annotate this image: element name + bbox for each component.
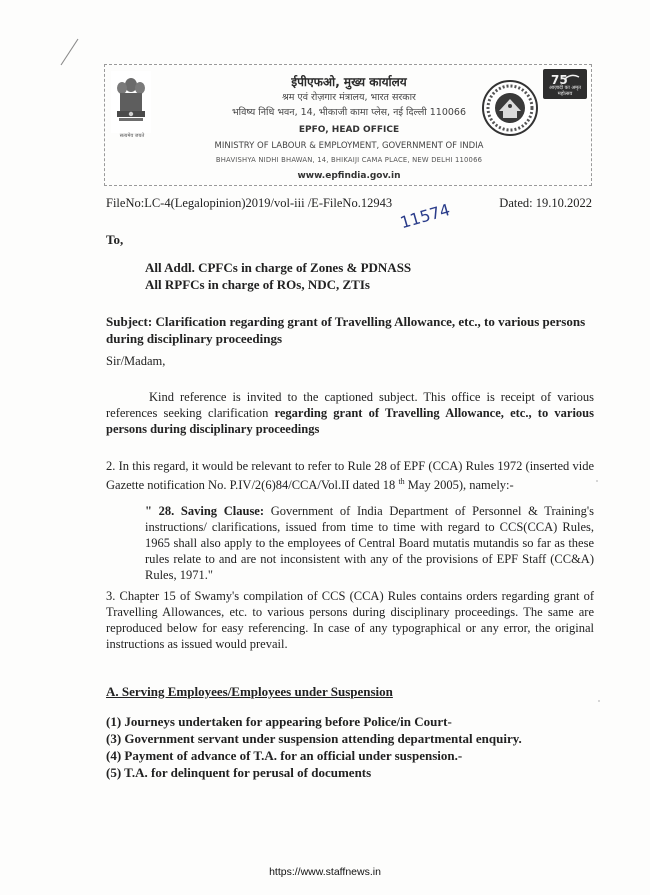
paragraph-1-text: Kind reference is invited to the captioned subject. This office is receipt of various references seeking clarification bbox=[106, 390, 594, 420]
saving-clause-heading: " 28. Saving Clause: bbox=[145, 504, 265, 518]
list-item: (5) T.A. for delinquent for perusal of documents bbox=[106, 765, 372, 780]
office-address: BHAVISHYA NIDHI BHAWAN, 14, BHIKAIJI CAMA PLACE, NEW DELHI 110066 bbox=[215, 156, 483, 164]
addressee-2: All RPFCs in charge of ROs, NDC, ZTIs bbox=[145, 277, 370, 292]
paragraph-2-text: 2. In this regard, it would be relevant to refer to Rule 28 of EPF (CCA) Rules 1972 (inserted vide Gazette notification No. P.IV/2(6)84/CCA/Vol.II dated 18 bbox=[106, 459, 594, 493]
website-link[interactable]: www.epfindia.gov.in bbox=[297, 171, 401, 181]
date: Dated: 19.10.2022 bbox=[499, 196, 592, 210]
footer-url[interactable]: https://www.staffnews.in bbox=[269, 866, 381, 878]
paragraph-1 bbox=[106, 389, 594, 437]
hindi-ministry: श्रम एवं रोज़गार मंत्रालय, भारत सरकार bbox=[282, 92, 416, 103]
paragraph-2-tail: May 2005), namely:- bbox=[407, 478, 514, 493]
paragraph-2 bbox=[106, 458, 594, 493]
office-title: EPFO, HEAD OFFICE bbox=[298, 125, 400, 135]
emblem-caption: सत्यमेव जयते bbox=[119, 133, 145, 139]
paragraph-1-bold: regarding grant of Travelling Allowance, etc., to various persons during disciplinary proceedings bbox=[106, 406, 595, 436]
svg-text:75: 75 bbox=[551, 73, 568, 87]
handwritten-number: 11574 bbox=[398, 199, 453, 233]
saving-clause-text: Government of India Department of Personnel & Training's instructions/ clarifications, issued from time to time with regard to CCS(CCA) Rules, 1965 shall also apply to the employees of Central Board mutatis mutandis so far as these rules relate to and are not inconsistent with any of the provisions of EPF Staff (CC&A) Rules, 1971." bbox=[145, 504, 595, 582]
pen-stroke-mark bbox=[58, 38, 80, 68]
saving-clause-quote bbox=[145, 503, 594, 583]
file-number: FileNo:LC-4(Legalopinion)2019/vol-iii /E-FileNo.12943 bbox=[106, 196, 393, 210]
list-item: (3) Government servant under suspension attending departmental enquiry. bbox=[106, 731, 522, 746]
epfo-seal-icon bbox=[481, 79, 539, 137]
hindi-address: भविष्य निधि भवन, 14, भीकाजी कामा प्लेस, नई दिल्ली 110066 bbox=[231, 107, 467, 118]
ministry-name: MINISTRY OF LABOUR & EMPLOYMENT, GOVERNMENT OF INDIA bbox=[214, 141, 484, 151]
list-item: (1) Journeys undertaken for appearing before Police/in Court- bbox=[106, 714, 452, 729]
paragraph-3: 3. Chapter 15 of Swamy's compilation of CCS (CCA) Rules contains orders regarding grant of Travelling Allowances, etc. to various persons during disciplinary proceedings. The same are reproduced below for easy referencing. In case of any typographical or any error, the original instructions as issued would prevail. bbox=[106, 589, 594, 651]
azadi-badge-icon bbox=[543, 69, 587, 99]
list-item: (4) Payment of advance of T.A. for an official under suspension.- bbox=[106, 748, 463, 763]
letterhead bbox=[104, 64, 592, 186]
subject-line: Subject: Clarification regarding grant of Travelling Allowance, etc., to various persons during disciplinary proceedings bbox=[106, 314, 586, 346]
azadi-badge-text: आज़ादी का अमृत महोत्सव bbox=[548, 85, 582, 97]
addressee-1: All Addl. CPFCs in charge of Zones & PDNASS bbox=[145, 260, 412, 275]
paragraph-2-superscript: th bbox=[398, 477, 405, 486]
hindi-office-title: ईपीएफओ, मुख्य कार्यालय bbox=[291, 75, 407, 89]
to-label: To, bbox=[106, 232, 124, 247]
scan-speck bbox=[596, 480, 598, 482]
salutation: Sir/Madam, bbox=[106, 354, 166, 368]
section-heading: A. Serving Employees/Employees under Suspension bbox=[106, 684, 393, 699]
scan-speck bbox=[598, 700, 600, 702]
